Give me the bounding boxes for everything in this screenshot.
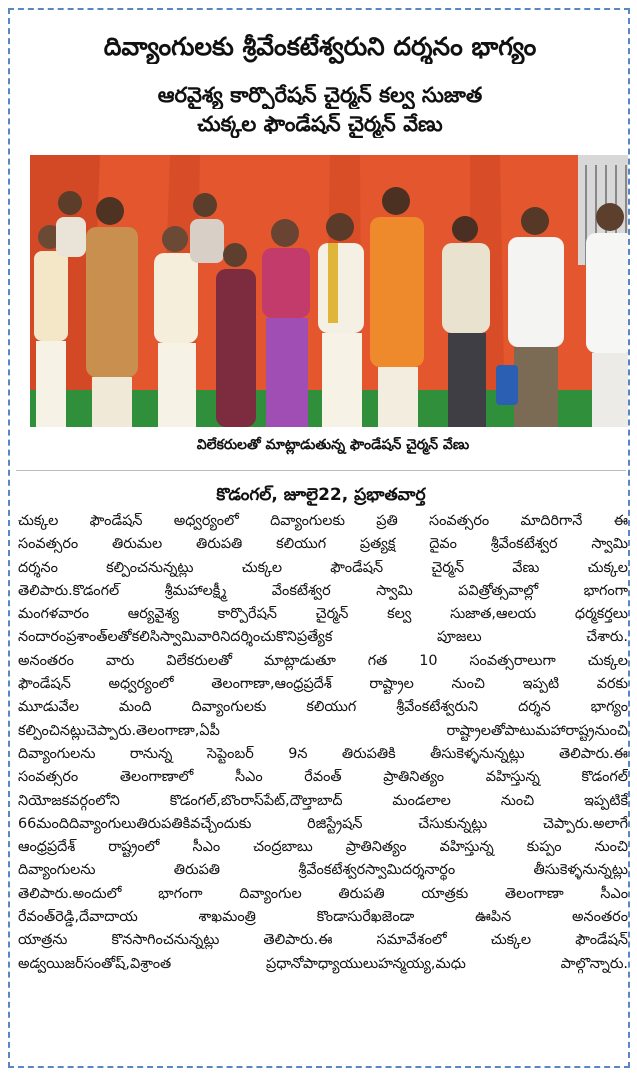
body-line: తెలిపారు.అందులో భాగంగా దివ్యాంగుల తిరుపతి యాత్రకు తెలంగాణా సీఎం [18,885,628,902]
divider [16,470,626,471]
body-line: రేవంత్‌రెడ్డి,దేవాదాయ శాఖమంత్రి కొండాసురేఖజెండా ఊపిన అనంతరం [18,909,628,926]
body-line: తెలిపారు.కొడంగల్ శ్రీమహాలక్ష్మీ వేంకటేశ్వర స్వామి పవిత్రోత్సవాల్లో భాగంగా [18,582,628,599]
body-line: దివ్యాంగులను రానున్న సెప్టెంబర్ 9న తిరుపతికి తీసుకెళ్ళనున్నట్లు తెలిపారు.ఈ [18,745,628,762]
group-photo-illustration [30,155,630,427]
body-line: సంవత్సరం తిరుమల తిరుపతి కలియుగ ప్రత్యక్ష దైవం శ్రీవేంకటేశ్వర స్వామి [18,536,628,553]
body-line: దివ్యాంగులను తిరుపతి శ్రీవేంకటేశ్వరస్వామిదర్శనార్థం తీసుకెళ్ళనున్నట్లు [18,862,628,879]
dateline: కొడంగల్, జూలై22, ప్రభాతవార్త [216,485,426,505]
headline-main: దివ్యాంగులకు శ్రీవేంకటేశ్వరుని దర్శనం భాగ్యం [103,32,537,61]
body-line: మూడువేల మంది దివ్యాంగులకు కలియుగ శ్రీవేంకటేశ్వరుని దర్శన భాగ్యం [18,699,628,716]
body-line: సంవత్సరం తెలంగాణాలో సీఎం రేవంత్ ప్రాతినిత్యం వహిస్తున్న కొడంగల్ [18,769,628,786]
news-clipping [8,8,630,1068]
photo-caption: విలేకరులతో మాట్లాడుతున్న ఫౌండేషన్ చైర్మన్ వేణు [196,437,470,453]
body-line: మంగళవారం ఆర్యవైశ్య కార్పొరేషన్ చైర్మన్ కల్వ సుజాత,ఆలయ ధర్మకర్తలు [18,606,628,623]
body-line: యాత్రను కొనసాగించనున్నట్లు తెలిపారు.ఈ సమావేశంలో చుక్కల ఫౌండేషన్ [18,932,628,949]
article-body [18,510,628,976]
headline-sub-line-1: ఆరవైశ్య కార్పొరేషన్ చైర్మన్ కల్వ సుజాత [157,83,483,107]
body-line: ఆంధ్రప్రదేశ్ రాష్ట్రంలో సీఎం చంద్రబాబు ప్రాతినిత్యం వహిస్తున్న కుప్పం నుంచి [18,839,628,856]
body-line: నియోజకవర్గంలోని కొడంగల్,బొంరాస్‌పేట్,దౌల్తాబాద్ మండలాల నుంచి ఇప్పటికే [18,792,628,809]
news-photo [30,155,630,427]
body-line: ఫౌండేషన్ అధ్వర్యంలో తెలంగాణా,ఆంధ్రప్రదేశ్ రాష్ట్రాల నుంచి ఇప్పటి వరకు [18,676,628,693]
body-line: చుక్కల ఫౌండేషన్ అధ్వర్యంలో దివ్యాంగులకు ప్రతి సంవత్సరం మాదిరిగానే ఈ [18,513,628,529]
body-line: 66మందిదివ్యాంగులుతిరుపతికివచ్చేందుకు రిజిస్ట్రేషన్ చేసుకున్నట్లు చెప్పారు.అలాగే [18,815,628,832]
body-line: అనంతరం వారు విలేకరులతో మాట్లాడుతూ గత 10 సంవత్సరాలుగా చుక్కల [18,652,628,669]
body-line: నందారంప్రశాంత్‌లతోకలిసిస్వామివారినిదర్శించుకొనిప్రత్యేక పూజలు చేశారు. [18,629,628,646]
body-line: కల్పించినట్లుచెప్పారు.తెలంగాణా,ఏపీ రాష్ట్రాలతోపాటుమహారాష్ట్రనుంచి [18,722,628,739]
body-line: దర్శనం కల్పించనున్నట్లు చుక్కల ఫౌండేషన్ చైర్మన్ వేణు చుక్కల [18,559,628,576]
headline-sub-line-2: చుక్కల ఫౌండేషన్ చైర్మన్ వేణు [197,112,443,136]
body-line: అడ్వయిజర్‌సంతోష్,విశ్రాంత ప్రధానోపాధ్యాయులుహన్మయ్య,మధు పాల్గొన్నారు. [18,955,628,972]
